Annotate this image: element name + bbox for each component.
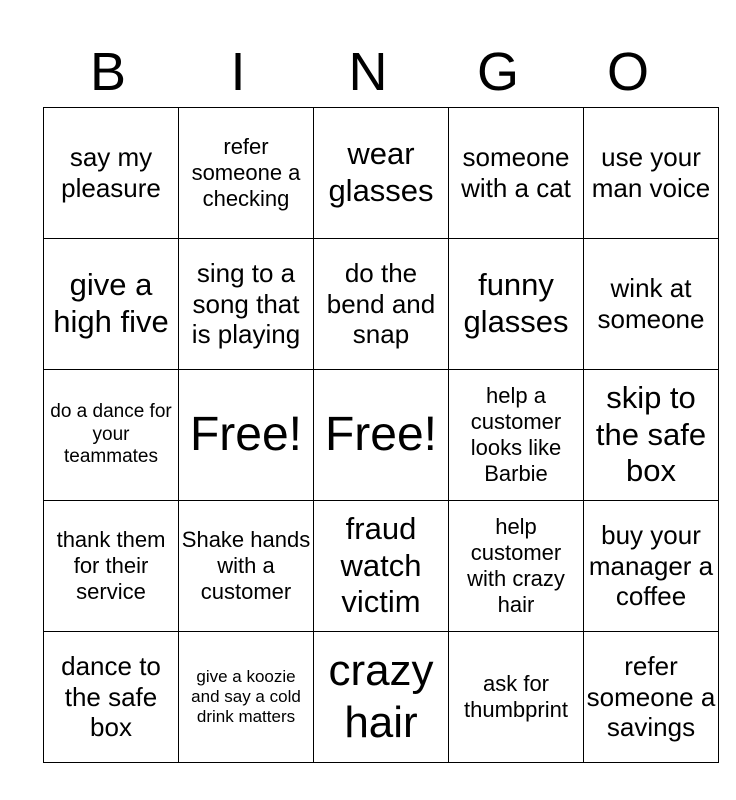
- bingo-cell[interactable]: use your man voice: [584, 108, 719, 239]
- header-letter-i: I: [230, 42, 246, 102]
- bingo-cell[interactable]: say my pleasure: [44, 108, 179, 239]
- free-space[interactable]: Free!: [179, 370, 314, 501]
- bingo-row: [44, 108, 719, 239]
- bingo-cell[interactable]: dance to the safe box: [44, 632, 179, 763]
- bingo-cell[interactable]: thank them for their service: [44, 501, 179, 632]
- free-space[interactable]: Free!: [314, 370, 449, 501]
- bingo-cell[interactable]: ask for thumbprint: [449, 632, 584, 763]
- bingo-row: [44, 239, 719, 370]
- bingo-cell[interactable]: refer someone a checking: [179, 108, 314, 239]
- header-letter-g: G: [476, 42, 519, 102]
- bingo-cell[interactable]: skip to the safe box: [584, 370, 719, 501]
- bingo-cell[interactable]: help customer with crazy hair: [449, 501, 584, 632]
- bingo-cell[interactable]: crazy hair: [314, 632, 449, 763]
- bingo-header: [43, 40, 693, 104]
- bingo-cell[interactable]: give a koozie and say a cold drink matters: [179, 632, 314, 763]
- header-letter-n: N: [348, 42, 388, 102]
- header-letter-b: B: [89, 42, 127, 102]
- bingo-row: [44, 370, 719, 501]
- bingo-cell[interactable]: someone with a cat: [449, 108, 584, 239]
- bingo-row: [44, 632, 719, 763]
- bingo-cell[interactable]: wink at someone: [584, 239, 719, 370]
- bingo-cell[interactable]: buy your manager a coffee: [584, 501, 719, 632]
- bingo-cell[interactable]: wear glasses: [314, 108, 449, 239]
- bingo-card: [43, 107, 719, 763]
- bingo-cell[interactable]: Shake hands with a customer: [179, 501, 314, 632]
- bingo-cell[interactable]: do a dance for your teammates: [44, 370, 179, 501]
- bingo-cell[interactable]: do the bend and snap: [314, 239, 449, 370]
- bingo-cell[interactable]: give a high five: [44, 239, 179, 370]
- header-letter-o: O: [606, 42, 649, 102]
- bingo-row: [44, 501, 719, 632]
- bingo-cell[interactable]: fraud watch victim: [314, 501, 449, 632]
- bingo-cell[interactable]: sing to a song that is playing: [179, 239, 314, 370]
- bingo-cell[interactable]: refer someone a savings: [584, 632, 719, 763]
- bingo-cell[interactable]: funny glasses: [449, 239, 584, 370]
- bingo-cell[interactable]: help a customer looks like Barbie: [449, 370, 584, 501]
